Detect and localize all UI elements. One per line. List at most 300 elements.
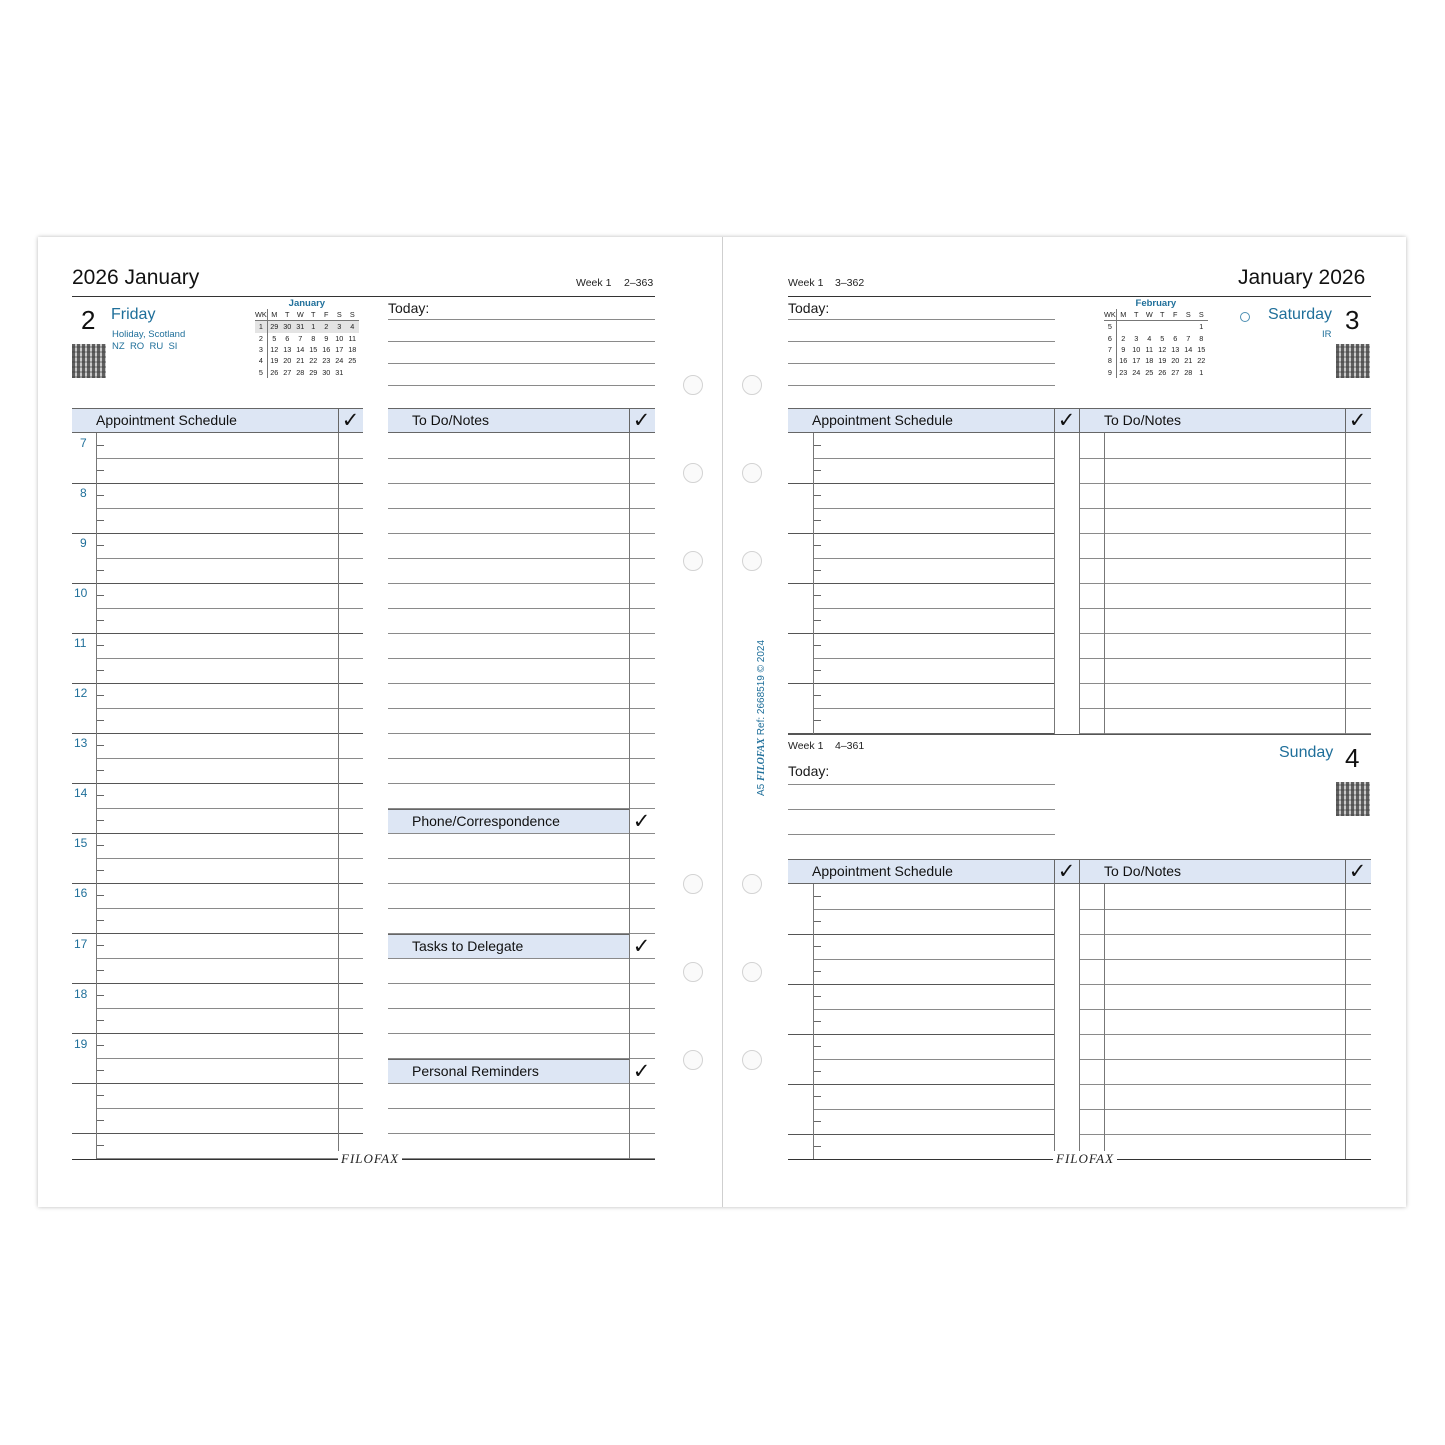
todo-line[interactable]: [388, 508, 655, 509]
todo-line[interactable]: [388, 933, 655, 934]
right-header-rule: [788, 296, 1371, 297]
todo-line[interactable]: [388, 1008, 655, 1009]
cal-cell: 15: [309, 345, 318, 355]
appointment-line[interactable]: [813, 508, 1054, 509]
cal-cell: 22: [1197, 356, 1206, 366]
page-fold: [722, 237, 723, 1207]
cal-cell: 18: [1145, 356, 1154, 366]
half-hour-tick: [97, 945, 104, 946]
half-hour-tick: [97, 1120, 104, 1121]
appointment-line[interactable]: [72, 583, 363, 584]
appointment-line[interactable]: [788, 1134, 1054, 1135]
half-hour-tick: [97, 870, 104, 871]
half-hour-tick: [97, 595, 104, 596]
today-line[interactable]: [788, 809, 1055, 810]
right-qr-code[interactable]: [1336, 344, 1370, 378]
punch-hole: [742, 463, 762, 483]
todo-line[interactable]: [1079, 1009, 1371, 1010]
half-hour-tick: [814, 1096, 821, 1097]
appointment-line[interactable]: [96, 808, 363, 809]
appointment-line[interactable]: [96, 758, 363, 759]
hour-label: 16: [74, 886, 88, 900]
cal-cell: 18: [348, 345, 357, 355]
cal-cell: 17: [335, 345, 344, 355]
hour-label: 10: [74, 586, 88, 600]
filofax-logo: FILOFAX: [338, 1151, 402, 1167]
cal-cell: 16: [322, 345, 331, 355]
appointment-line[interactable]: [72, 533, 363, 534]
appointment-line[interactable]: [813, 959, 1054, 960]
cal-cell: 20: [283, 356, 292, 366]
cal-cell: 27: [283, 367, 292, 377]
appointment-line[interactable]: [72, 1033, 363, 1034]
half-hour-tick: [97, 695, 104, 696]
todo-line[interactable]: [1079, 934, 1371, 935]
punch-hole: [683, 375, 703, 395]
todo-line[interactable]: [388, 558, 655, 559]
appointment-line[interactable]: [72, 833, 363, 834]
cal-head: S: [1182, 309, 1195, 321]
today-line[interactable]: [788, 363, 1055, 364]
todo-line[interactable]: [388, 483, 655, 484]
todo-line[interactable]: [1079, 1134, 1371, 1135]
todo-line[interactable]: [1079, 658, 1371, 659]
todo-line[interactable]: [1079, 683, 1371, 684]
cal-head: M: [267, 309, 281, 321]
margin-reference-note: [756, 640, 767, 796]
check-divider: [1054, 884, 1055, 1159]
punch-hole: [742, 1050, 762, 1070]
appointment-line[interactable]: [813, 909, 1054, 910]
todo-line[interactable]: [388, 1133, 655, 1134]
right-mini-calendar: [1104, 298, 1208, 378]
column-divider: [1079, 433, 1080, 734]
appointment-line[interactable]: [788, 934, 1054, 935]
todo-line[interactable]: [388, 608, 655, 609]
appointment-line[interactable]: [813, 458, 1054, 459]
todo-line[interactable]: [1079, 959, 1371, 960]
cal-cell: 22: [309, 356, 318, 366]
half-hour-tick: [97, 845, 104, 846]
half-hour-tick: [814, 971, 821, 972]
cal-head: W: [1143, 309, 1156, 321]
check-mark-icon: ✓: [632, 1060, 651, 1083]
cal-cell: 29: [267, 321, 281, 333]
todo-line[interactable]: [388, 708, 655, 709]
half-hour-tick: [97, 1095, 104, 1096]
cal-cell: 4: [255, 355, 267, 366]
hour-label: 15: [74, 836, 88, 850]
half-hour-tick: [97, 645, 104, 646]
todo-line[interactable]: [1079, 608, 1371, 609]
cal-head: F: [1169, 309, 1182, 321]
hour-label: 14: [74, 786, 88, 800]
left-day-name: Friday: [111, 306, 156, 323]
filofax-logo: FILOFAX: [1053, 1151, 1117, 1167]
cal-cell: 6: [285, 333, 290, 343]
half-hour-tick: [97, 620, 104, 621]
todo-line[interactable]: [1079, 1109, 1371, 1110]
half-hour-tick: [814, 1121, 821, 1122]
hour-divider: [813, 433, 814, 734]
appointment-line[interactable]: [813, 1009, 1054, 1010]
appointment-line[interactable]: [788, 533, 1054, 534]
appointment-line[interactable]: [72, 683, 363, 684]
cal-head: S: [333, 309, 346, 321]
appointment-line[interactable]: [72, 483, 363, 484]
cal-head: W: [294, 309, 307, 321]
punch-hole: [742, 551, 762, 571]
left-appointment-header: Appointment Schedule: [72, 408, 338, 433]
hour-label: 9: [80, 536, 87, 550]
cal-cell: 2: [255, 333, 267, 344]
today-line[interactable]: [388, 385, 655, 386]
appointment-line[interactable]: [72, 633, 363, 634]
cal-cell: 9: [1104, 366, 1116, 377]
todo-line[interactable]: [388, 683, 655, 684]
appointment-line[interactable]: [813, 608, 1054, 609]
half-hour-tick: [814, 570, 821, 571]
todo-line[interactable]: [388, 808, 655, 809]
appointment-line[interactable]: [788, 984, 1054, 985]
appointment-line[interactable]: [788, 683, 1054, 684]
saturday-bottom-rule[interactable]: [788, 734, 1371, 735]
half-hour-tick: [97, 670, 104, 671]
cal-head: M: [1116, 309, 1130, 321]
todo-line[interactable]: [388, 983, 655, 984]
right-page-title: January 2026: [1238, 266, 1366, 289]
appointment-line[interactable]: [96, 558, 363, 559]
todo-line[interactable]: [1079, 483, 1371, 484]
todo-line[interactable]: [1079, 508, 1371, 509]
today-line[interactable]: [388, 319, 655, 320]
left-holiday: Holiday, Scotland: [112, 329, 186, 340]
todo-line[interactable]: [388, 883, 655, 884]
appointment-line[interactable]: [813, 1059, 1054, 1060]
left-today-label: Today:: [388, 300, 430, 316]
cal-cell: 19: [270, 356, 279, 366]
margin-ref: Ref: 2668519 © 2024: [756, 639, 767, 736]
today-line[interactable]: [788, 319, 1055, 320]
right-week-label: Week 1: [788, 277, 824, 289]
todo-line[interactable]: [1079, 1034, 1371, 1035]
cal-cell: 14: [296, 345, 305, 355]
cal-cell: 11: [1145, 345, 1154, 355]
todo-line[interactable]: [388, 733, 655, 734]
right-country: IR: [1322, 329, 1332, 340]
cal-cell: 15: [1197, 345, 1206, 355]
sunday-week-label: Week 1: [788, 740, 824, 752]
todo-line[interactable]: [388, 583, 655, 584]
left-hour-divider: [96, 433, 97, 1159]
check-mark-icon: ✓: [632, 810, 651, 833]
half-hour-tick: [814, 921, 821, 922]
cal-cell: 5: [1104, 321, 1116, 333]
cal-cell: 14: [1184, 345, 1193, 355]
moon-phase-icon: [1240, 312, 1250, 322]
appointment-line[interactable]: [96, 458, 363, 459]
cal-head: F: [320, 309, 333, 321]
cal-cell: 13: [283, 345, 292, 355]
half-hour-tick: [97, 545, 104, 546]
half-hour-tick: [97, 970, 104, 971]
half-hour-tick: [814, 645, 821, 646]
check-mark-icon: ✓: [1348, 860, 1367, 883]
appointment-line[interactable]: [72, 933, 363, 934]
appointment-line[interactable]: [813, 708, 1054, 709]
check-divider: [1054, 433, 1055, 734]
todo-line[interactable]: [1079, 1084, 1371, 1085]
appointment-line[interactable]: [788, 1084, 1054, 1085]
left-qr-code[interactable]: [72, 344, 106, 378]
todo-line[interactable]: [388, 908, 655, 909]
cal-head: S: [346, 309, 359, 321]
appointment-line[interactable]: [96, 708, 363, 709]
check-mark-icon: ✓: [1348, 409, 1367, 432]
cal-cell: [346, 366, 359, 377]
half-hour-tick: [97, 920, 104, 921]
right-mini-calendar-month: February: [1135, 298, 1177, 309]
check-mark-icon: ✓: [341, 409, 360, 432]
cal-cell: [1182, 321, 1195, 333]
punch-hole: [683, 962, 703, 982]
todo-line[interactable]: [1079, 984, 1371, 985]
appointment-line[interactable]: [96, 1058, 363, 1059]
half-hour-tick: [97, 1045, 104, 1046]
cal-cell: 7: [1104, 344, 1116, 355]
cal-cell: 10: [335, 333, 344, 343]
today-line[interactable]: [388, 341, 655, 342]
cal-cell: 2: [1121, 333, 1126, 343]
cal-cell: 31: [294, 321, 307, 333]
cal-cell: [1130, 321, 1143, 333]
cal-cell: 3: [255, 344, 267, 355]
cal-cell: 8: [1199, 333, 1204, 343]
punch-hole: [683, 1050, 703, 1070]
cal-cell: 25: [1145, 367, 1154, 377]
check-mark-icon: ✓: [1057, 860, 1076, 883]
cal-head: T: [1156, 309, 1169, 321]
todo-line[interactable]: [388, 658, 655, 659]
hour-label: 13: [74, 736, 88, 750]
cal-cell: 30: [281, 321, 294, 333]
half-hour-tick: [814, 996, 821, 997]
cal-cell: 1: [307, 321, 320, 333]
todo-line[interactable]: [388, 1083, 655, 1084]
today-line[interactable]: [788, 341, 1055, 342]
cal-cell: 5: [272, 333, 277, 343]
half-hour-tick: [814, 1146, 821, 1147]
punch-hole: [742, 962, 762, 982]
half-hour-tick: [814, 670, 821, 671]
cal-cell: 31: [335, 367, 344, 377]
todo-line[interactable]: [388, 833, 655, 834]
left-week-label: Week 1: [576, 277, 612, 289]
cal-cell: 28: [1184, 367, 1193, 377]
cal-head: WK: [255, 310, 267, 320]
appointment-line[interactable]: [72, 1133, 363, 1134]
hour-label: 17: [74, 937, 88, 951]
cal-cell: 2: [320, 321, 333, 333]
cal-cell: 21: [296, 356, 305, 366]
appointment-line[interactable]: [96, 1108, 363, 1109]
today-line[interactable]: [788, 784, 1055, 785]
right-today-label: Today:: [788, 300, 830, 316]
todo-line[interactable]: [388, 1108, 655, 1109]
todo-line[interactable]: [388, 458, 655, 459]
half-hour-tick: [97, 445, 104, 446]
appointment-line[interactable]: [72, 883, 363, 884]
cal-cell: 6: [1104, 333, 1116, 344]
half-hour-tick: [814, 720, 821, 721]
appointment-line[interactable]: [813, 558, 1054, 559]
todo-line[interactable]: [1079, 583, 1371, 584]
half-hour-tick: [97, 770, 104, 771]
todo-line[interactable]: [1079, 909, 1371, 910]
cal-cell: 5: [1160, 333, 1165, 343]
appointment-line[interactable]: [72, 983, 363, 984]
appointment-line[interactable]: [96, 608, 363, 609]
sunday-qr-code[interactable]: [1336, 782, 1370, 816]
cal-cell: 3: [1134, 333, 1139, 343]
appointment-line[interactable]: [788, 583, 1054, 584]
punch-hole: [742, 375, 762, 395]
cal-cell: 25: [348, 356, 357, 366]
cal-cell: 4: [1147, 333, 1152, 343]
cal-cell: 12: [1158, 345, 1167, 355]
todo-line[interactable]: [1079, 708, 1371, 709]
left-todo-header: To Do/Notes: [388, 408, 629, 433]
todo-line[interactable]: [1079, 458, 1371, 459]
todo-line[interactable]: [388, 633, 655, 634]
cal-cell: 9: [324, 333, 329, 343]
todo-line[interactable]: [388, 958, 655, 959]
margin-prefix: A5: [756, 783, 767, 796]
saturday-appointment-header: Appointment Schedule: [788, 408, 1054, 433]
appointment-line[interactable]: [788, 633, 1054, 634]
half-hour-tick: [97, 820, 104, 821]
right-day-number: 3: [1345, 305, 1360, 335]
cal-cell: 26: [270, 367, 279, 377]
hour-label: 8: [80, 486, 87, 500]
half-hour-tick: [97, 520, 104, 521]
left-check-divider: [338, 433, 339, 1159]
appointment-line[interactable]: [72, 733, 363, 734]
cal-cell: 4: [346, 321, 359, 333]
hour-label: 12: [74, 686, 88, 700]
cal-cell: 23: [1119, 367, 1128, 377]
cal-head: S: [1195, 309, 1208, 321]
check-mark-icon: ✓: [1057, 409, 1076, 432]
half-hour-tick: [814, 695, 821, 696]
half-hour-tick: [814, 470, 821, 471]
cal-cell: 20: [1171, 356, 1180, 366]
cal-cell: 19: [1158, 356, 1167, 366]
todo-line[interactable]: [388, 758, 655, 759]
cal-cell: 8: [1104, 355, 1116, 366]
appointment-line[interactable]: [96, 658, 363, 659]
sunday-day-number: 4: [1345, 743, 1360, 773]
appointment-line[interactable]: [813, 1109, 1054, 1110]
half-hour-tick: [97, 795, 104, 796]
cal-cell: 9: [1121, 345, 1126, 355]
half-hour-tick: [97, 995, 104, 996]
todo-line[interactable]: [1079, 558, 1371, 559]
cal-cell: 23: [322, 356, 331, 366]
todo-line[interactable]: [1079, 1059, 1371, 1060]
todo-margin-divider: [1104, 433, 1105, 734]
cal-cell: 17: [1132, 356, 1141, 366]
cal-cell: [1143, 321, 1156, 333]
cal-cell: 5: [255, 366, 267, 377]
appointment-line[interactable]: [96, 958, 363, 959]
check-divider: [1345, 884, 1346, 1159]
appointment-line[interactable]: [96, 1008, 363, 1009]
cal-cell: 1: [255, 321, 267, 333]
todo-line[interactable]: [388, 533, 655, 534]
todo-line[interactable]: [1079, 633, 1371, 634]
half-hour-tick: [814, 1046, 821, 1047]
phone-correspondence-header: Phone/Correspondence: [388, 809, 629, 834]
cal-cell: 10: [1132, 345, 1141, 355]
cal-cell: 12: [270, 345, 279, 355]
punch-hole: [683, 551, 703, 571]
half-hour-tick: [814, 595, 821, 596]
todo-line[interactable]: [1079, 533, 1371, 534]
todo-line[interactable]: [388, 858, 655, 859]
left-header-rule: [72, 296, 655, 297]
right-day-name: Saturday: [1268, 306, 1333, 323]
todo-line[interactable]: [388, 783, 655, 784]
half-hour-tick: [814, 1071, 821, 1072]
appointment-line[interactable]: [813, 658, 1054, 659]
half-hour-tick: [814, 896, 821, 897]
appointment-line[interactable]: [788, 483, 1054, 484]
hour-label: 11: [74, 636, 87, 650]
column-divider: [1079, 884, 1080, 1159]
today-line[interactable]: [788, 385, 1055, 386]
check-divider: [1345, 433, 1346, 734]
appointment-line[interactable]: [788, 1034, 1054, 1035]
cal-cell: 7: [1186, 333, 1191, 343]
today-line[interactable]: [788, 834, 1055, 835]
cal-cell: 1: [1199, 367, 1204, 377]
appointment-line[interactable]: [96, 508, 363, 509]
check-mark-icon: ✓: [632, 935, 651, 958]
half-hour-tick: [97, 720, 104, 721]
cal-cell: 11: [348, 333, 357, 343]
half-hour-tick: [97, 495, 104, 496]
cal-cell: 6: [1173, 333, 1178, 343]
cal-cell: 7: [298, 333, 303, 343]
appointment-line[interactable]: [72, 1083, 363, 1084]
appointment-line[interactable]: [96, 858, 363, 859]
sunday-appointment-header: Appointment Schedule: [788, 859, 1054, 884]
appointment-line[interactable]: [96, 908, 363, 909]
cal-cell: 1: [1199, 322, 1204, 332]
appointment-line[interactable]: [72, 783, 363, 784]
todo-line[interactable]: [388, 1033, 655, 1034]
hour-label: 19: [74, 1037, 88, 1051]
left-countries: NZ RO RU SI: [112, 341, 178, 352]
half-hour-tick: [97, 1145, 104, 1146]
todo-margin-divider: [1104, 884, 1105, 1159]
right-day-count: 3–362: [835, 277, 865, 289]
cal-cell: [1156, 321, 1169, 333]
sunday-day-count: 4–361: [835, 740, 865, 752]
todo-line[interactable]: [388, 1058, 655, 1059]
today-line[interactable]: [388, 363, 655, 364]
